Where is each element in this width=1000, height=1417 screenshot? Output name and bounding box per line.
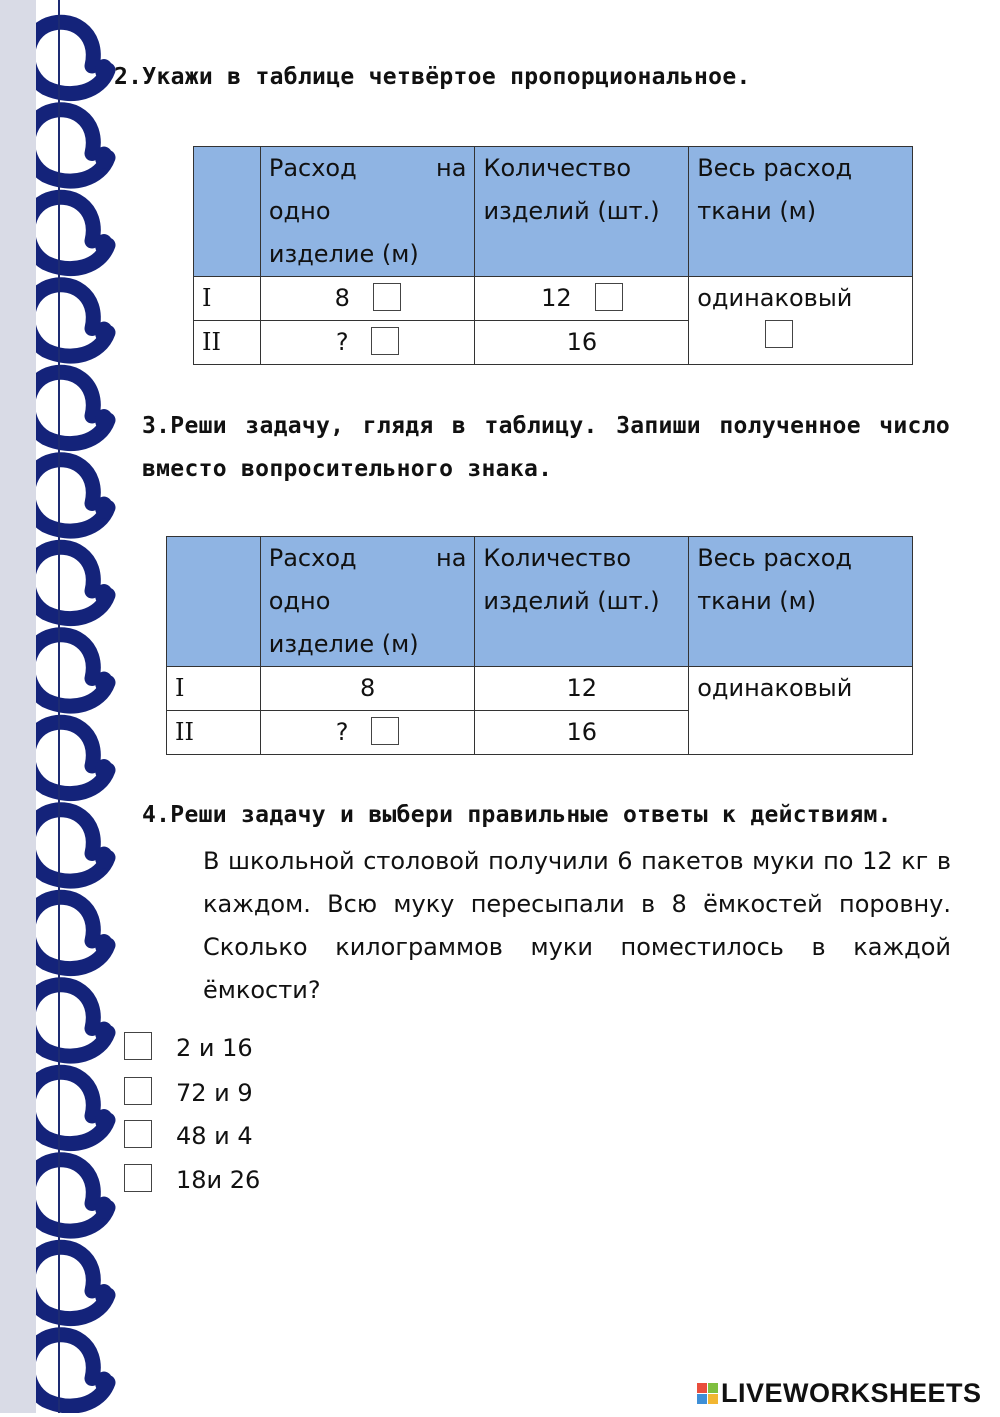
header-total: Весь расход ткани (м) (689, 537, 913, 667)
binder-ring-end (95, 672, 113, 694)
answer-checkbox[interactable] (595, 283, 623, 311)
liveworksheets-logo: LIVEWORKSHEETS (697, 1378, 982, 1409)
task4-problem-text: В школьной столовой получили 6 пакетов муки по 12 кг в каждом. Всю муку пересыпали в 8 ёмкостей поровну. Сколько килограммов муки поместилось в каждой ёмкости? (203, 847, 951, 1004)
count-cell: 16 (475, 321, 689, 365)
total-cell: одинаковый (689, 277, 913, 365)
answer-input-box[interactable] (371, 717, 399, 745)
binder-ring (28, 197, 108, 268)
task3-table (166, 536, 913, 755)
answer-checkbox[interactable] (371, 327, 399, 355)
option-checkbox[interactable] (124, 1077, 152, 1105)
header-count: Количество изделий (шт.) (475, 537, 689, 667)
rate-cell: 8 (260, 277, 475, 321)
task2-heading: 2.Укажи в таблице четвёртое пропорциональное. (114, 64, 751, 90)
binder-ring (28, 547, 108, 618)
binder-ring-end (95, 847, 113, 869)
binder-ring-end (95, 409, 113, 431)
binder-ring-end (95, 1284, 113, 1306)
binder-ring-end (95, 1109, 113, 1131)
binder-ring (28, 22, 108, 93)
binder-ring-end (95, 759, 113, 781)
binder-ring (28, 897, 108, 968)
rate-cell: 8 (260, 667, 475, 711)
binder-ring (28, 810, 108, 881)
option-checkbox[interactable] (124, 1164, 152, 1192)
binder-ring (28, 372, 108, 443)
binder-ring (28, 635, 108, 706)
binder-ring-end (95, 584, 113, 606)
binder-ring-end (95, 234, 113, 256)
header-empty-cell (194, 147, 261, 277)
table-row (167, 667, 913, 711)
row-label: I (167, 667, 261, 711)
binder-ring (28, 285, 108, 356)
count-cell: 16 (475, 711, 689, 755)
count-cell: 12 (475, 667, 689, 711)
binder-ring (28, 1335, 108, 1406)
task4-heading: 4.Реши задачу и выбери правильные ответы к действиям. (142, 802, 892, 828)
binder-ring-end (95, 1197, 113, 1219)
header-empty-cell (167, 537, 261, 667)
table-header-row (194, 147, 913, 277)
answer-option[interactable]: 2 и 16 (124, 1032, 253, 1062)
table-header-row (167, 537, 913, 667)
binder-ring (28, 1160, 108, 1231)
answer-option[interactable]: 48 и 4 (124, 1120, 253, 1150)
rate-cell: ? (260, 321, 475, 365)
binder-ring-end (95, 322, 113, 344)
row-label: I (194, 277, 261, 321)
answer-checkbox[interactable] (765, 320, 793, 348)
row-label: II (194, 321, 261, 365)
binder-ring (28, 460, 108, 531)
binder-rings (0, 0, 120, 1413)
binder-ring (28, 722, 108, 793)
binder-ring-end (95, 147, 113, 169)
task3-heading: 3.Реши задачу, глядя в таблицу. Запиши полученное число вместо вопросительного знака. (142, 413, 950, 482)
answer-option[interactable]: 18и 26 (124, 1164, 260, 1194)
answer-option[interactable]: 72 и 9 (124, 1077, 253, 1107)
task2-table (193, 146, 913, 365)
binder-ring-end (95, 59, 113, 81)
binder-ring-end (95, 1372, 113, 1394)
count-cell: 12 (475, 277, 689, 321)
table-row (194, 277, 913, 321)
binder-ring (28, 985, 108, 1056)
total-cell: одинаковый (689, 667, 913, 755)
header-total: Весь расход ткани (м) (689, 147, 913, 277)
header-rate: Расход на одно изделие (м) (260, 537, 475, 667)
logo-icon (697, 1383, 718, 1404)
answer-checkbox[interactable] (373, 283, 401, 311)
option-checkbox[interactable] (124, 1032, 152, 1060)
binder-ring-end (95, 1022, 113, 1044)
rate-cell: ? (260, 711, 475, 755)
binder-ring-end (95, 934, 113, 956)
binder-ring-end (95, 497, 113, 519)
row-label: II (167, 711, 261, 755)
header-rate: Расход на одно изделие (м) (260, 147, 475, 277)
binder-ring (28, 1072, 108, 1143)
binder-ring (28, 110, 108, 181)
header-count: Количество изделий (шт.) (475, 147, 689, 277)
binder-ring (28, 1247, 108, 1318)
option-checkbox[interactable] (124, 1120, 152, 1148)
